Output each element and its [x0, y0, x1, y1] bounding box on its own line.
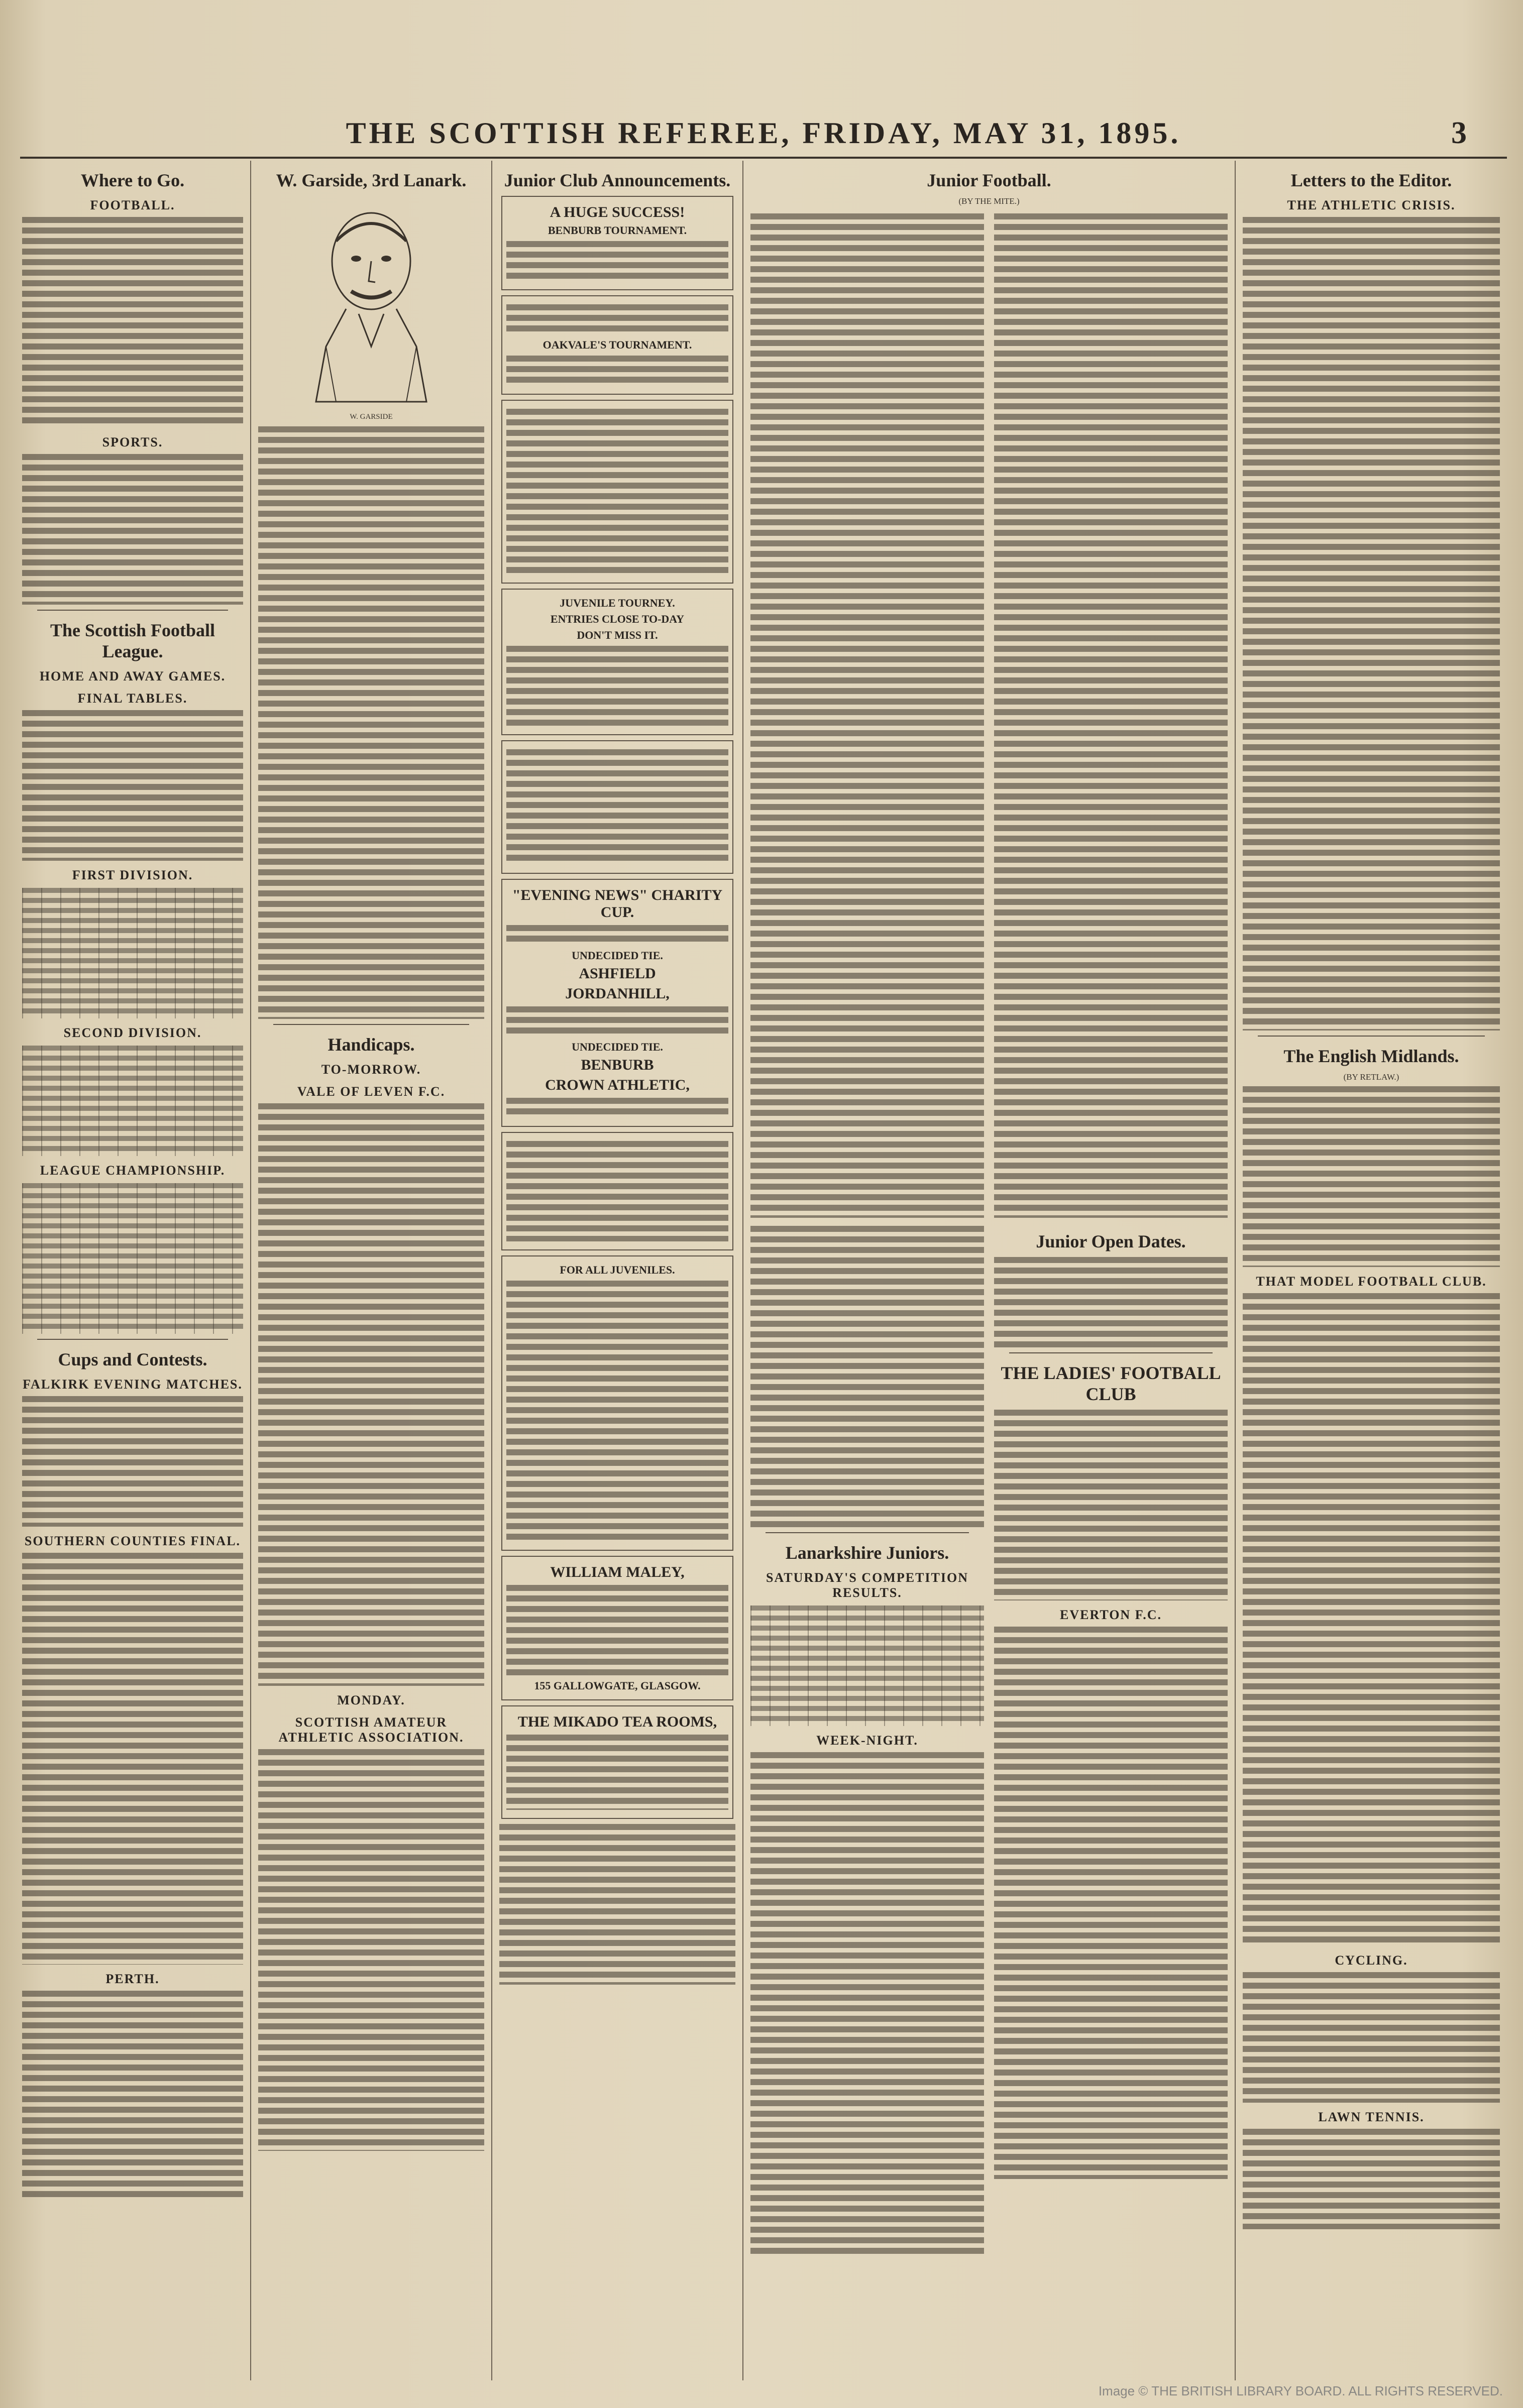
subheading-sports: SPORTS. [102, 435, 163, 449]
ad-body [506, 409, 728, 575]
subheading-week-night: WEEK-NIGHT. [816, 1733, 918, 1748]
ad-body [506, 925, 728, 945]
ad-body [506, 241, 728, 281]
subheading-final-tables: FINAL TABLES. [77, 691, 188, 706]
ad-evening-news-charity-cup [501, 879, 733, 1127]
divider [1258, 1036, 1485, 1037]
subheading-cycling: CYCLING. [1335, 1953, 1408, 1968]
ad-william-maley [501, 1556, 733, 1700]
ad-headline: JUVENILE TOURNEY. [560, 597, 675, 609]
model-club-text [1243, 1293, 1500, 1946]
column-junior-football [743, 161, 1236, 2380]
ad-team-crown: CROWN ATHLETIC, [545, 1077, 690, 1093]
ad-benburb-tournament [501, 196, 733, 290]
page-number: 3 [1451, 116, 1467, 150]
ad-headline: FOR ALL JUVENILES. [560, 1264, 675, 1276]
ladies-text [994, 1410, 1228, 1600]
heading-junior-football: Junior Football. [927, 170, 1051, 190]
portrait-caption: W. GARSIDE [350, 413, 393, 421]
fixtures-text [22, 217, 243, 428]
subheading-tomorrow: TO-MORROW. [321, 1062, 421, 1077]
ad-records [501, 1132, 733, 1250]
subheading-vale: VALE OF LEVEN F.C. [297, 1084, 446, 1099]
ad-subheadline: ENTRIES CLOSE TO-DAY [550, 613, 685, 625]
heading-cups: Cups and Contests. [58, 1349, 207, 1369]
sports-text [22, 454, 243, 605]
subheading-monday: MONDAY. [337, 1693, 405, 1707]
ad-body [506, 1585, 728, 1675]
garside-article [258, 426, 484, 1019]
heading-lanarkshire: Lanarkshire Juniors. [785, 1543, 949, 1563]
ad-body [506, 304, 728, 334]
column-letters [1236, 161, 1507, 2380]
open-dates-text [994, 1257, 1228, 1347]
ad-body [506, 356, 728, 386]
ad-for-all-juveniles [501, 1255, 733, 1551]
heading-league: The Scottish Football League. [50, 620, 215, 661]
ad-body [506, 646, 728, 726]
midlands-text [1243, 1086, 1500, 1267]
ad-body [506, 1141, 728, 1241]
ad-team-jordanhill: JORDANHILL, [565, 985, 670, 1002]
ad-team-ashfield: ASHFIELD [579, 965, 656, 982]
heading-open-dates: Junior Open Dates. [1036, 1231, 1186, 1251]
subheading-everton: EVERTON F.C. [1060, 1608, 1162, 1622]
subheading-second-division: SECOND DIVISION. [63, 1025, 202, 1040]
results-table [750, 1606, 984, 1726]
ad-undecided-2: UNDECIDED TIE. [572, 1041, 663, 1053]
tennis-text [1243, 2129, 1500, 2229]
subheading-model-club: THAT MODEL FOOTBALL CLUB. [1256, 1274, 1487, 1289]
subheading-southern: SOUTHERN COUNTIES FINAL. [24, 1534, 241, 1548]
ad-address: 155 GALLOWGATE, GLASGOW. [534, 1679, 701, 1692]
heading-junior-announcements: Junior Club Announcements. [504, 170, 731, 190]
subheading-first-division: FIRST DIVISION. [72, 868, 193, 882]
ad-oakvale-tournament [501, 295, 733, 395]
first-division-table [22, 888, 243, 1018]
column-junior-announcements [492, 161, 743, 2380]
midlands-byline: (BY RETLAW.) [1343, 1072, 1399, 1082]
article-left-2 [750, 1226, 984, 1527]
heading-ladies: THE LADIES' FOOTBALL CLUB [1001, 1363, 1221, 1404]
ad-headline: THE MIKADO TEA ROOMS, [517, 1713, 717, 1730]
ad-headline: A HUGE SUCCESS! [550, 204, 685, 220]
text-left [750, 209, 984, 1222]
ad-body [506, 749, 728, 865]
article-right [994, 213, 1228, 1218]
ad-body [506, 1098, 728, 1118]
lower-blocks [750, 1222, 1228, 2258]
league-text [22, 710, 243, 861]
heading-handicaps: Handicaps. [328, 1035, 415, 1055]
masthead [30, 110, 1497, 156]
ad-subheadline: OAKVALE'S TOURNAMENT. [542, 338, 692, 351]
heading-letters: Letters to the Editor. [1290, 170, 1452, 190]
subheading-league-championship: LEAGUE CHAMPIONSHIP. [40, 1163, 226, 1178]
handicaps-list [258, 1103, 484, 1686]
divider [37, 610, 228, 611]
championship-table [22, 1183, 243, 1334]
ad-subheadline: BENBURB TOURNAMENT. [548, 224, 687, 237]
portrait-illustration [296, 196, 447, 407]
southern-text [22, 1553, 243, 1965]
ad-body [506, 1281, 728, 1542]
subheading-crisis: THE ATHLETIC CRISIS. [1287, 198, 1456, 212]
column-garside [251, 161, 492, 2380]
subheading-home-away: HOME AND AWAY GAMES. [39, 669, 226, 683]
byline: (BY THE MITE.) [958, 196, 1020, 206]
heading-midlands: The English Midlands. [1283, 1046, 1459, 1066]
subheading-amateur: SCOTTISH AMATEUR ATHLETIC ASSOCIATION. [278, 1715, 464, 1745]
subheading-perth: PERTH. [105, 1972, 160, 1986]
ad-mikado-tea-rooms [501, 1705, 733, 1819]
ad-aitkenhead-sports [501, 400, 733, 584]
ad-captain-colts [501, 740, 733, 874]
ad-undecided-1: UNDECIDED TIE. [572, 949, 663, 962]
ad-headline: "EVENING NEWS" CHARITY CUP. [512, 887, 723, 921]
article-left-3 [750, 1752, 984, 2254]
text-right [994, 209, 1228, 1222]
ad-body [506, 1735, 728, 1810]
divider [273, 1024, 469, 1025]
subheading-falkirk: FALKIRK EVENING MATCHES. [23, 1377, 243, 1392]
ad-headline: WILLIAM MALEY, [550, 1564, 685, 1580]
heading-garside: W. Garside, 3rd Lanark. [276, 170, 467, 190]
subheading-football: FOOTBALL. [90, 198, 175, 212]
masthead-title: THE SCOTTISH REFEREE, FRIDAY, MAY 31, 1895. [346, 116, 1181, 150]
everton-text [994, 1627, 1228, 2179]
second-division-table [22, 1046, 243, 1156]
lower-right [994, 1222, 1228, 2258]
ad-body [506, 1006, 728, 1037]
column-where-to-go [15, 161, 251, 2380]
subheading-tennis: LAWN TENNIS. [1318, 2110, 1425, 2124]
letters-text [1243, 217, 1500, 1030]
divider [37, 1339, 228, 1340]
bottom-text [499, 1824, 735, 1985]
falkirk-text [22, 1396, 243, 1527]
article-left [750, 213, 984, 1218]
masthead-rule [20, 157, 1507, 159]
divider [766, 1532, 969, 1533]
two-column-text [750, 209, 1228, 1222]
lower-left [750, 1222, 984, 2258]
perth-text [22, 1991, 243, 2202]
columns [0, 161, 1523, 2380]
ad-tagline: DON'T MISS IT. [577, 629, 658, 641]
divider [1009, 1352, 1213, 1353]
subheading-saturday: SATURDAY'S COMPETITION RESULTS. [766, 1570, 968, 1600]
ad-juvenile-tourney [501, 589, 733, 735]
amateur-list [258, 1749, 484, 2151]
cycling-text [1243, 1972, 1500, 2103]
image-credit: Image © THE BRITISH LIBRARY BOARD. ALL RIGHTS RESERVED. [1098, 2383, 1503, 2398]
heading-where-to-go: Where to Go. [80, 170, 185, 190]
portrait-icon [296, 196, 447, 407]
ad-team-benburb: BENBURB [581, 1057, 654, 1073]
